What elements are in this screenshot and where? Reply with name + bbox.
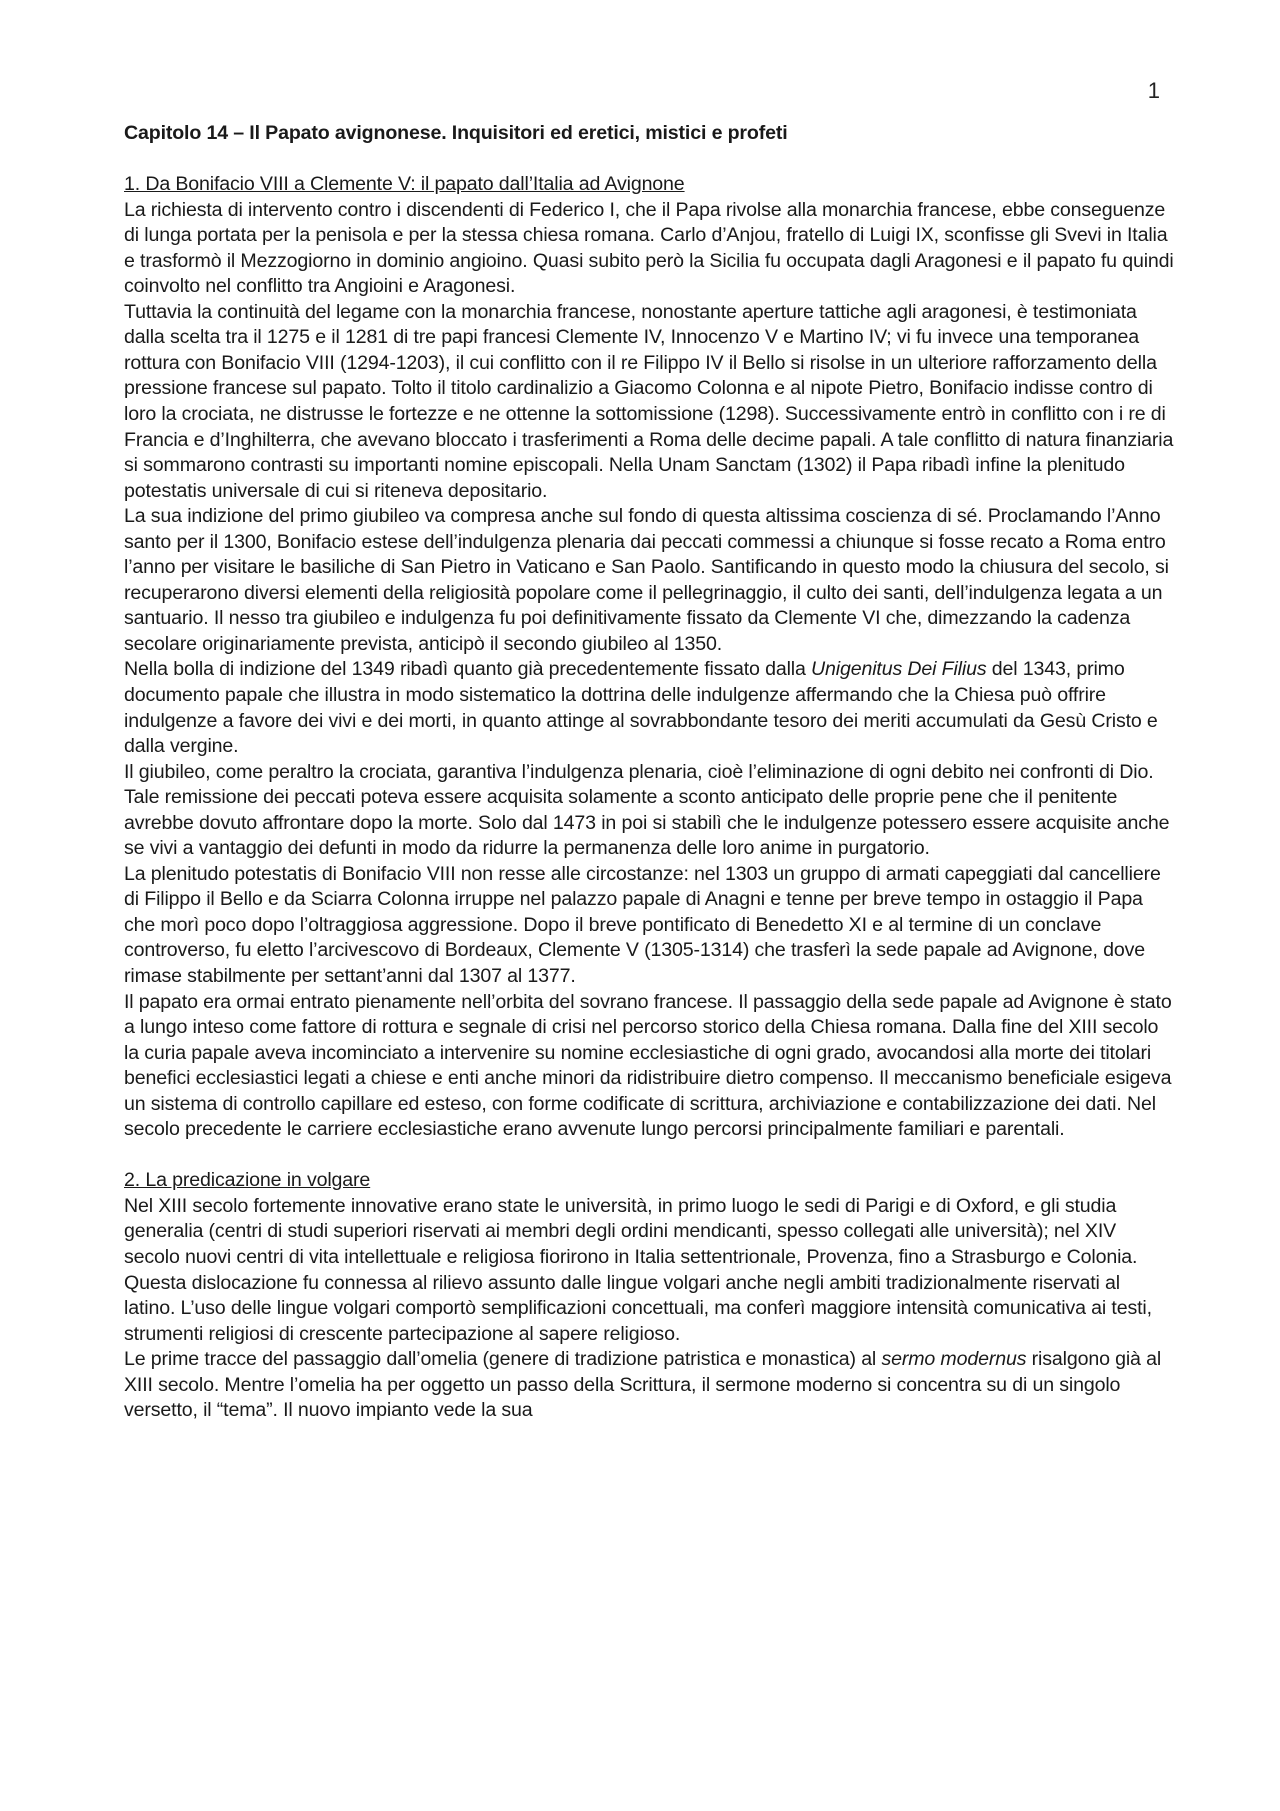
paragraph: Il papato era ormai entrato pienamente nell’orbita del sovrano francese. Il passaggio della sede papale ad Avignone è stato a lungo inteso come fattore di rottura e segnale di crisi nel percorso storico della Chiesa romana. Dalla fine del XIII secolo la curia papale aveva incominciato a intervenire su nomine ecclesiastiche di ogni grado, avocandosi alla morte dei titolari benefici ecclesiastici legati a chiese e enti anche minori da ridistribuire dietro compenso. Il meccanismo beneficiale esigeva un sistema di controllo capillare ed esteso, con forme codificate di scrittura, archiviazione e contabilizzazione dei dati. Nel secolo precedente le carriere ecclesiastiche erano avvenute lungo percorsi principalmente familiari e parentali. (124, 990, 1172, 1141)
paragraph: La richiesta di intervento contro i discendenti di Federico I, che il Papa rivolse alla monarchia francese, ebbe conseguenze di lunga portata per la penisola e per la stessa chiesa romana. Carlo d’Anjou, fratello di Luigi IX, sconfisse gli Svevi in Italia e trasformò il Mezzogiorno in dominio angioino. Quasi subito però la Sicilia fu occupata dagli Aragonesi e il papato fu quindi coinvolto nel conflitto tra Angioini e Aragonesi. (124, 198, 1174, 298)
section-heading-1: 1. Da Bonifacio VIII a Clemente V: il papato dall’Italia ad Avignone (124, 173, 685, 196)
paragraph: La sua indizione del primo giubileo va compresa anche sul fondo di questa altissima coscienza di sé. Proclamando l’Anno santo per il 1300, Bonifacio estese dell’indulgenza plenaria dai peccati commessi a chiunque si fosse recato a Roma entro l’anno per visitare le basiliche di San Pietro in Vaticano e San Paolo. Santificando in questo modo la chiusura del secolo, si recuperarono diversi elementi della religiosità popolare come il pellegrinaggio, il culto dei santi, dell’indulgenza legata a un santuario. Il nesso tra giubileo e indulgenza fu poi definitivamente fissato da Clemente VI che, dimezzando la cadenza secolare originariamente prevista, anticipò il secondo giubileo al 1350. (124, 505, 1169, 655)
paragraph-text: Nella bolla di indizione del 1349 ribadì quanto già precedentemente fissato dalla (124, 658, 812, 681)
paragraph-text: Le prime tracce del passaggio dall’omelia (genere di tradizione patristica e monastica) al (124, 1348, 882, 1371)
section-gap (124, 1143, 1174, 1169)
chapter-title: Capitolo 14 – Il Papato avignonese. Inquisitori ed eretici, mistici e profeti (124, 122, 788, 144)
paragraph-text: risalgono già al XIII secolo. Mentre l’omelia ha per oggetto un passo della Scrittura, il sermone moderno si concentra su di un singolo versetto, il “tema”. Il nuovo impianto vede la sua (124, 1348, 1162, 1422)
paragraph (124, 657, 1174, 759)
paragraph-text: del 1343, primo documento papale che illustra in modo sistematico la dottrina delle indulgenze affermando che la Chiesa può offrire indulgenze a favore dei vivi e dei morti, in quanto attinge al sovrabbondante tesoro dei meriti accumulati da Gesù Cristo e dalla vergine. (124, 658, 1158, 758)
paragraph: Tuttavia la continuità del legame con la monarchia francese, nonostante aperture tattiche agli aragonesi, è testimoniata dalla scelta tra il 1275 e il 1281 di tre papi francesi Clemente IV, Innocenzo V e Martino IV; vi fu invece una temporanea rottura con Bonifacio VIII (1294-1203), il cui conflitto con il re Filippo IV il Bello si risolse in un ulteriore rafforzamento della pressione francese sul papato. Tolto il titolo cardinalizio a Giacomo Colonna e al nipote Pietro, Bonifacio indisse contro di loro la crociata, ne distrusse le fortezze e ne ottenne la sottomissione (1298). Successivamente entrò in conflitto con i re di Francia e d’Inghilterra, che avevano bloccato i trasferimenti a Roma delle decime papali. A tale conflitto di natura finanziaria si sommarono contrasti su importanti nomine episcopali. Nella Unam Sanctam (1302) il Papa ribadì infine la plenitudo potestatis universale di cui si riteneva depositario. (124, 300, 1174, 502)
paragraph: La plenitudo potestatis di Bonifacio VIII non resse alle circostanze: nel 1303 un gruppo di armati capeggiati dal cancelliere di Filippo il Bello e da Sciarra Colonna irruppe nel palazzo papale di Anagni e tenne per breve tempo in ostaggio il Papa che morì poco dopo l’oltraggiosa aggressione. Dopo il breve pontificato di Benedetto XI e al termine di un conclave controverso, fu eletto l’arcivescovo di Bordeaux, Clemente V (1305-1314) che trasferì la sede papale ad Avignone, dove rimase stabilmente per settant’anni dal 1307 al 1377. (124, 862, 1161, 987)
italic-term: sermo modernus (881, 1348, 1027, 1371)
paragraph: Il giubileo, come peraltro la crociata, garantiva l’indulgenza plenaria, cioè l’eliminazione di ogni debito nei confronti di Dio. Tale remissione dei peccati poteva essere acquisita solamente a sconto anticipato delle proprie pene che il penitente avrebbe dovuto affrontare dopo la morte. Solo dal 1473 in poi si stabilì che le indulgenze potessero essere acquisite anche se vivi a vantaggio dei defunti in modo da ridurre la permanenza delle loro anime in purgatorio. (124, 760, 1170, 860)
italic-title: Unigenitus Dei Filius (811, 658, 987, 681)
document-body (124, 121, 1174, 1424)
section-heading-2: 2. La predicazione in volgare (124, 1169, 371, 1192)
page-number: 1 (1147, 78, 1160, 103)
paragraph: Nel XIII secolo fortemente innovative erano state le università, in primo luogo le sedi di Parigi e di Oxford, e gli studia generalia (centri di studi superiori riservati ai membri degli ordini mendicanti, spesso collegati alle università); nel XIV secolo nuovi centri di vita intellettuale e religiosa fiorirono in Italia settentrionale, Provenza, fino a Strasburgo e Colonia. Questa dislocazione fu connessa al rilievo assunto dalle lingue volgari anche negli ambiti tradizionalmente riservati al latino. L’uso delle lingue volgari comportò semplificazioni concettuali, ma conferì maggiore intensità comunicativa ai testi, strumenti religiosi di crescente partecipazione al sapere religioso. (124, 1194, 1152, 1345)
paragraph (124, 1347, 1174, 1424)
